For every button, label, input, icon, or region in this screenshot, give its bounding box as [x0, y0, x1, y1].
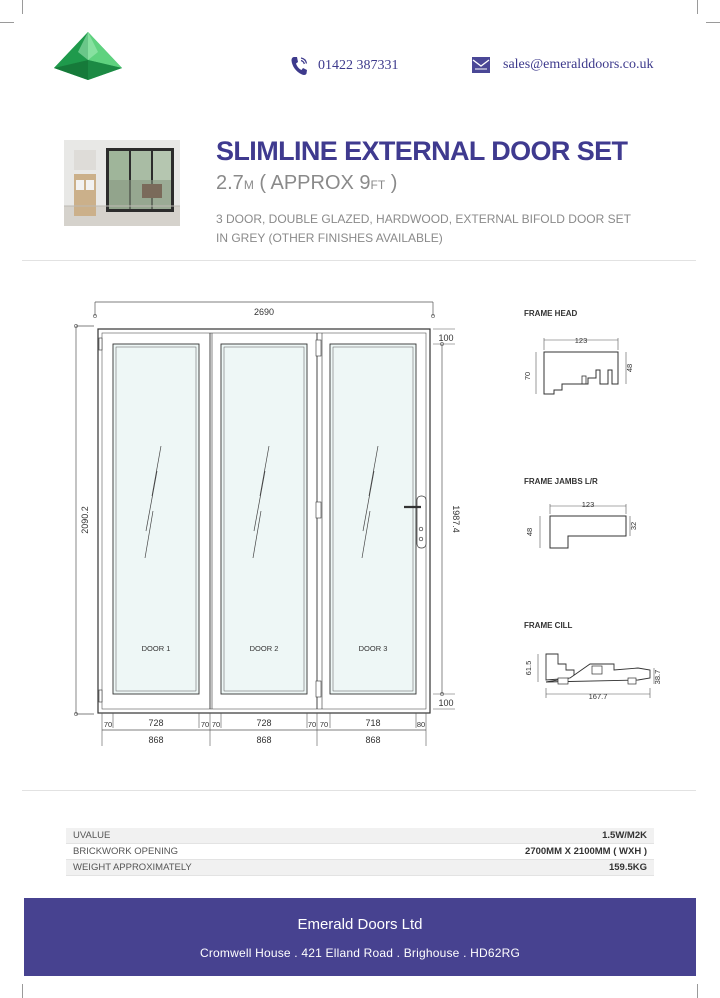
door-2-width: 868	[256, 735, 272, 745]
phone-number[interactable]: 01422 387331	[318, 58, 399, 73]
frame-dim: 80	[416, 720, 426, 729]
door-1-width: 868	[148, 735, 164, 745]
size-approx-unit: FT	[370, 178, 386, 192]
footer-banner	[24, 898, 696, 976]
frame-cill-title: FRAME CILL	[524, 621, 573, 630]
frame-dim: 70	[211, 720, 221, 729]
spec-row	[66, 828, 654, 844]
emerald-gem-logo	[52, 30, 124, 82]
crop-mark	[697, 984, 698, 998]
crop-mark	[0, 22, 14, 23]
frame-jambs-title: FRAME JAMBS L/R	[524, 477, 598, 486]
door-3-width: 868	[365, 735, 381, 745]
divider	[22, 790, 696, 791]
cill-step-dim: 38.7	[653, 669, 662, 685]
size-approx: ( APPROX 9	[253, 172, 371, 194]
spec-value: 159.5KG	[608, 862, 647, 873]
cill-width-dim: 167.7	[588, 692, 608, 701]
product-photo	[64, 140, 180, 226]
door-2-label: DOOR 2	[249, 644, 279, 653]
hinge-icon	[316, 681, 321, 697]
phone-contact[interactable]	[290, 56, 399, 76]
door-3-label: DOOR 3	[358, 644, 388, 653]
overall-height-label: 2090.2	[80, 506, 90, 534]
door-2-glass-width: 728	[256, 718, 272, 728]
door-3-glass	[330, 344, 416, 694]
cill-height-dim: 61.5	[524, 660, 533, 676]
frame-dim: 70	[103, 720, 113, 729]
spec-label: BRICKWORK OPENING	[73, 846, 179, 857]
crop-mark	[697, 0, 698, 14]
hinge-icon	[99, 690, 102, 702]
door-height-label: 1987.4	[451, 505, 461, 533]
phone-icon	[290, 56, 308, 76]
company-name: Emerald Doors Ltd	[297, 916, 423, 933]
door-3-glass-width: 718	[365, 718, 381, 728]
door-2-glass	[221, 344, 307, 694]
head-rebate-dim: 48	[625, 363, 634, 373]
product-size	[216, 172, 397, 195]
door-1-glass-width: 728	[148, 718, 164, 728]
crop-mark	[22, 0, 23, 14]
size-unit: M	[243, 178, 254, 192]
frame-cill-profile	[518, 648, 668, 708]
crop-mark	[706, 22, 720, 23]
head-height-dim: 70	[523, 371, 532, 381]
company-address: Cromwell House . 421 Elland Road . Brighouse . HD62RG	[199, 946, 521, 960]
frame-dim: 70	[307, 720, 317, 729]
door-1-glass	[113, 344, 199, 694]
spec-table	[66, 828, 654, 876]
frame-dim: 70	[319, 720, 329, 729]
frame-head-profile	[518, 332, 648, 412]
email-contact[interactable]	[471, 56, 654, 74]
top-gap-label: 100	[438, 333, 454, 343]
head-width-dim: 123	[574, 336, 588, 345]
spec-value: 1.5W/M2K	[602, 830, 647, 841]
frame-head-title: FRAME HEAD	[524, 309, 578, 318]
frame-jambs-profile	[518, 498, 648, 562]
spec-row	[66, 844, 654, 860]
spec-label: UVALUE	[73, 830, 111, 841]
door-elevation-drawing	[60, 296, 470, 756]
spec-row	[66, 860, 654, 876]
hinge-icon	[99, 338, 102, 350]
jamb-rebate-dim: 32	[629, 521, 638, 531]
overall-width-label: 2690	[253, 307, 275, 317]
spec-value: 2700MM X 2100MM ( WXH )	[525, 846, 647, 857]
door-1-label: DOOR 1	[141, 644, 171, 653]
size-value: 2.7	[216, 172, 244, 194]
page-title: SLIMLINE EXTERNAL DOOR SET	[216, 136, 628, 166]
hinge-icon	[316, 340, 321, 356]
envelope-icon	[471, 56, 491, 74]
bottom-gap-label: 100	[438, 698, 454, 708]
email-address[interactable]: sales@emeralddoors.co.uk	[503, 57, 654, 72]
hinge-icon	[316, 502, 321, 518]
spec-label: WEIGHT APPROXIMATELY	[73, 862, 192, 873]
size-close: )	[385, 172, 398, 194]
divider	[22, 260, 696, 261]
frame-dim: 70	[200, 720, 210, 729]
product-description: 3 DOOR, DOUBLE GLAZED, HARDWOOD, EXTERNAL BIFOLD DOOR SET IN GREY (OTHER FINISHES AVAILABLE)	[216, 212, 631, 245]
jamb-width-dim: 123	[581, 500, 595, 509]
jamb-depth-dim: 48	[525, 527, 534, 537]
crop-mark	[22, 984, 23, 998]
